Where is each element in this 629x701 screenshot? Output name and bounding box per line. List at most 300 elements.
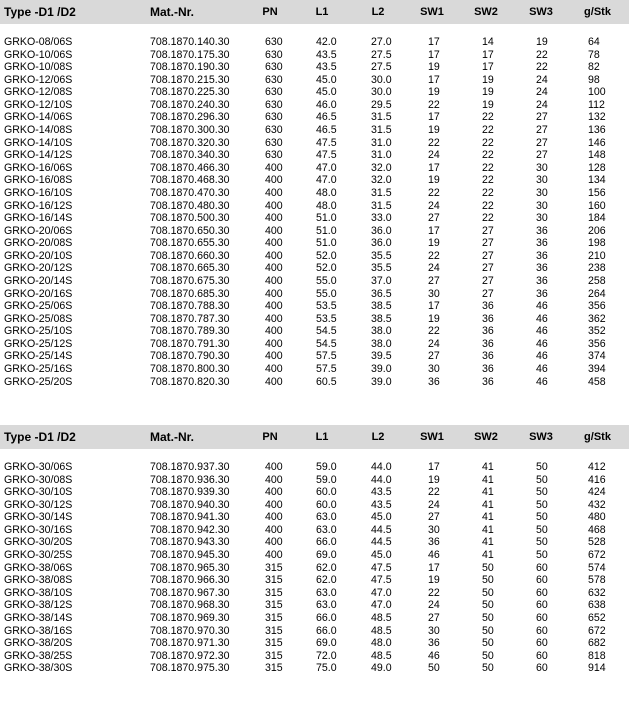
cell-sw3: 50 [536, 498, 548, 511]
cell-sw1: 46 [428, 649, 440, 662]
cell-pn: 400 [265, 337, 283, 350]
cell-sw1: 46 [428, 549, 440, 562]
cell-pn: 400 [265, 536, 283, 549]
cell-l1: 53.5 [316, 300, 337, 313]
cell-type: GRKO-14/12S [4, 149, 73, 162]
cell-sw1: 24 [428, 199, 440, 212]
cell-mat-nr: 708.1870.500.30 [150, 212, 230, 225]
cell-sw3: 19 [536, 36, 548, 48]
cell-l1: 54.5 [316, 325, 337, 338]
cell-sw3: 50 [536, 549, 548, 562]
cell-sw2: 41 [482, 461, 494, 473]
cell-l2: 43.5 [371, 486, 392, 499]
table-row [0, 300, 629, 313]
cell-type: GRKO-14/08S [4, 124, 73, 137]
cell-sw1: 24 [428, 498, 440, 511]
cell-type: GRKO-30/25S [4, 549, 73, 562]
cell-l2: 43.5 [371, 498, 392, 511]
cell-weight: 258 [588, 274, 606, 287]
cell-mat-nr: 708.1870.967.30 [150, 586, 230, 599]
cell-pn: 630 [265, 136, 283, 149]
cell-type: GRKO-16/06S [4, 161, 73, 174]
cell-type: GRKO-14/06S [4, 111, 73, 124]
cell-weight: 672 [588, 624, 606, 637]
cell-l2: 44.5 [371, 536, 392, 549]
cell-type: GRKO-20/16S [4, 287, 73, 300]
cell-sw2: 22 [482, 161, 494, 174]
cell-sw1: 36 [428, 375, 440, 388]
cell-weight: 528 [588, 536, 606, 549]
table-row [0, 562, 629, 575]
cell-weight: 638 [588, 599, 606, 612]
cell-l1: 60.0 [316, 498, 337, 511]
cell-mat-nr: 708.1870.650.30 [150, 224, 230, 237]
table-row [0, 363, 629, 376]
table-row [0, 499, 629, 512]
cell-type: GRKO-12/06S [4, 73, 73, 86]
cell-pn: 630 [265, 61, 283, 74]
cell-l2: 39.0 [371, 363, 392, 376]
cell-sw1: 30 [428, 523, 440, 536]
cell-weight: 632 [588, 586, 606, 599]
cell-sw3: 50 [536, 536, 548, 549]
table-row [0, 200, 629, 213]
cell-sw2: 50 [482, 624, 494, 637]
cell-sw3: 50 [536, 473, 548, 486]
cell-sw1: 27 [428, 274, 440, 287]
table-row [0, 36, 629, 49]
cell-mat-nr: 708.1870.215.30 [150, 73, 230, 86]
cell-mat-nr: 708.1870.939.30 [150, 486, 230, 499]
table-row [0, 587, 629, 600]
cell-weight: 134 [588, 174, 606, 187]
cell-l2: 44.0 [371, 473, 392, 486]
cell-sw3: 60 [536, 662, 548, 675]
cell-weight: 412 [588, 461, 606, 473]
cell-sw2: 19 [482, 73, 494, 86]
header-l2: L2 [371, 6, 385, 18]
cell-weight: 468 [588, 523, 606, 536]
cell-type: GRKO-30/06S [4, 461, 73, 473]
header-mat-nr: Mat.-Nr. [150, 430, 195, 444]
cell-weight: 156 [588, 186, 606, 199]
cell-mat-nr: 708.1870.975.30 [150, 662, 230, 675]
cell-mat-nr: 708.1870.940.30 [150, 498, 230, 511]
cell-sw3: 46 [536, 300, 548, 313]
cell-type: GRKO-25/16S [4, 363, 73, 376]
header-sw2: SW2 [474, 431, 498, 443]
cell-mat-nr: 708.1870.685.30 [150, 287, 230, 300]
cell-mat-nr: 708.1870.945.30 [150, 549, 230, 562]
cell-l2: 48.5 [371, 649, 392, 662]
cell-sw3: 24 [536, 73, 548, 86]
cell-l1: 57.5 [316, 350, 337, 363]
cell-sw2: 41 [482, 473, 494, 486]
header-weight: g/Stk [584, 6, 611, 18]
header-sw1: SW1 [420, 6, 444, 18]
cell-l1: 45.0 [316, 86, 337, 99]
cell-sw1: 19 [428, 61, 440, 74]
cell-l2: 33.0 [371, 212, 392, 225]
cell-sw2: 22 [482, 149, 494, 162]
cell-l2: 31.0 [371, 136, 392, 149]
cell-l1: 60.5 [316, 375, 337, 388]
cell-weight: 672 [588, 549, 606, 562]
cell-pn: 400 [265, 274, 283, 287]
cell-type: GRKO-30/16S [4, 523, 73, 536]
cell-sw1: 19 [428, 174, 440, 187]
cell-type: GRKO-38/25S [4, 649, 73, 662]
table-row [0, 599, 629, 612]
cell-sw3: 46 [536, 363, 548, 376]
cell-type: GRKO-38/14S [4, 611, 73, 624]
header-l1: L1 [315, 431, 329, 443]
cell-l1: 60.0 [316, 486, 337, 499]
cell-sw3: 60 [536, 561, 548, 574]
cell-mat-nr: 708.1870.340.30 [150, 149, 230, 162]
cell-l1: 59.0 [316, 461, 337, 473]
cell-pn: 315 [265, 574, 283, 587]
cell-l1: 47.0 [316, 161, 337, 174]
cell-sw1: 22 [428, 98, 440, 111]
cell-sw1: 27 [428, 511, 440, 524]
cell-mat-nr: 708.1870.936.30 [150, 473, 230, 486]
cell-sw1: 17 [428, 300, 440, 313]
cell-pn: 315 [265, 586, 283, 599]
cell-l1: 52.0 [316, 249, 337, 262]
cell-weight: 578 [588, 574, 606, 587]
cell-weight: 146 [588, 136, 606, 149]
cell-l1: 43.5 [316, 61, 337, 74]
cell-weight: 210 [588, 249, 606, 262]
table-row [0, 137, 629, 150]
cell-pn: 400 [265, 363, 283, 376]
cell-sw1: 17 [428, 111, 440, 124]
cell-type: GRKO-30/20S [4, 536, 73, 549]
cell-sw3: 60 [536, 611, 548, 624]
cell-l2: 47.5 [371, 561, 392, 574]
cell-pn: 400 [265, 249, 283, 262]
cell-mat-nr: 708.1870.969.30 [150, 611, 230, 624]
cell-pn: 630 [265, 48, 283, 61]
cell-type: GRKO-38/20S [4, 637, 73, 650]
cell-l1: 66.0 [316, 611, 337, 624]
cell-sw2: 19 [482, 86, 494, 99]
cell-mat-nr: 708.1870.470.30 [150, 186, 230, 199]
cell-l2: 39.0 [371, 375, 392, 388]
table-row [0, 250, 629, 263]
cell-sw2: 50 [482, 586, 494, 599]
cell-sw1: 19 [428, 574, 440, 587]
cell-sw3: 27 [536, 111, 548, 124]
cell-mat-nr: 708.1870.320.30 [150, 136, 230, 149]
cell-weight: 818 [588, 649, 606, 662]
table-row [0, 288, 629, 301]
cell-weight: 82 [588, 61, 600, 74]
cell-l2: 31.5 [371, 199, 392, 212]
cell-sw2: 36 [482, 363, 494, 376]
cell-sw1: 27 [428, 350, 440, 363]
cell-weight: 432 [588, 498, 606, 511]
cell-l1: 51.0 [316, 224, 337, 237]
cell-l1: 62.0 [316, 561, 337, 574]
header-pn: PN [262, 6, 278, 18]
cell-pn: 400 [265, 523, 283, 536]
cell-type: GRKO-20/06S [4, 224, 73, 237]
cell-sw1: 22 [428, 325, 440, 338]
cell-weight: 416 [588, 473, 606, 486]
cell-sw1: 24 [428, 149, 440, 162]
cell-mat-nr: 708.1870.225.30 [150, 86, 230, 99]
header-type: Type -D1 /D2 [4, 430, 76, 444]
cell-pn: 400 [265, 486, 283, 499]
cell-sw3: 50 [536, 523, 548, 536]
table-row [0, 275, 629, 288]
cell-sw1: 30 [428, 624, 440, 637]
cell-type: GRKO-25/08S [4, 312, 73, 325]
cell-sw2: 41 [482, 536, 494, 549]
cell-l2: 27.5 [371, 48, 392, 61]
cell-sw3: 30 [536, 186, 548, 199]
cell-mat-nr: 708.1870.787.30 [150, 312, 230, 325]
cell-type: GRKO-30/10S [4, 486, 73, 499]
cell-mat-nr: 708.1870.789.30 [150, 325, 230, 338]
cell-l1: 63.0 [316, 511, 337, 524]
cell-l2: 48.5 [371, 611, 392, 624]
cell-sw1: 22 [428, 186, 440, 199]
cell-pn: 400 [265, 498, 283, 511]
cell-l1: 59.0 [316, 473, 337, 486]
cell-l1: 54.5 [316, 337, 337, 350]
cell-pn: 400 [265, 473, 283, 486]
cell-l2: 39.5 [371, 350, 392, 363]
cell-type: GRKO-12/10S [4, 98, 73, 111]
table-row [0, 650, 629, 663]
cell-pn: 400 [265, 287, 283, 300]
cell-sw3: 30 [536, 212, 548, 225]
cell-l2: 45.0 [371, 549, 392, 562]
cell-sw2: 17 [482, 48, 494, 61]
table-row [0, 313, 629, 326]
cell-pn: 315 [265, 637, 283, 650]
cell-weight: 148 [588, 149, 606, 162]
cell-l1: 51.0 [316, 212, 337, 225]
cell-sw2: 22 [482, 186, 494, 199]
cell-weight: 356 [588, 337, 606, 350]
cell-mat-nr: 708.1870.937.30 [150, 461, 230, 473]
cell-pn: 400 [265, 262, 283, 275]
cell-l2: 49.0 [371, 662, 392, 675]
table-row [0, 212, 629, 225]
cell-sw1: 17 [428, 561, 440, 574]
table-row [0, 549, 629, 562]
cell-sw2: 22 [482, 199, 494, 212]
header-sw2: SW2 [474, 6, 498, 18]
cell-l1: 42.0 [316, 36, 337, 48]
cell-mat-nr: 708.1870.972.30 [150, 649, 230, 662]
cell-sw3: 60 [536, 599, 548, 612]
cell-type: GRKO-25/14S [4, 350, 73, 363]
cell-pn: 630 [265, 86, 283, 99]
cell-sw1: 50 [428, 662, 440, 675]
cell-sw2: 50 [482, 637, 494, 650]
cell-sw1: 17 [428, 461, 440, 473]
cell-weight: 206 [588, 224, 606, 237]
cell-pn: 400 [265, 312, 283, 325]
cell-sw1: 17 [428, 161, 440, 174]
cell-sw3: 27 [536, 149, 548, 162]
cell-sw2: 50 [482, 599, 494, 612]
cell-sw3: 60 [536, 637, 548, 650]
cell-mat-nr: 708.1870.790.30 [150, 350, 230, 363]
cell-mat-nr: 708.1870.468.30 [150, 174, 230, 187]
cell-l2: 38.0 [371, 325, 392, 338]
cell-l2: 35.5 [371, 262, 392, 275]
cell-sw3: 22 [536, 48, 548, 61]
cell-sw3: 30 [536, 199, 548, 212]
table-row [0, 187, 629, 200]
cell-sw1: 19 [428, 124, 440, 137]
cell-l1: 53.5 [316, 312, 337, 325]
cell-pn: 400 [265, 511, 283, 524]
cell-sw3: 46 [536, 312, 548, 325]
cell-pn: 400 [265, 212, 283, 225]
cell-mat-nr: 708.1870.788.30 [150, 300, 230, 313]
cell-sw2: 22 [482, 124, 494, 137]
cell-sw2: 41 [482, 511, 494, 524]
cell-pn: 400 [265, 199, 283, 212]
cell-l2: 36.0 [371, 224, 392, 237]
cell-l2: 44.5 [371, 523, 392, 536]
cell-pn: 400 [265, 461, 283, 473]
cell-sw2: 27 [482, 237, 494, 250]
cell-sw2: 36 [482, 312, 494, 325]
cell-mat-nr: 708.1870.240.30 [150, 98, 230, 111]
cell-weight: 132 [588, 111, 606, 124]
cell-l1: 46.5 [316, 124, 337, 137]
header-pn: PN [262, 431, 278, 443]
cell-l1: 63.0 [316, 523, 337, 536]
cell-l2: 47.0 [371, 586, 392, 599]
cell-type: GRKO-30/12S [4, 498, 73, 511]
table-row [0, 338, 629, 351]
cell-type: GRKO-10/08S [4, 61, 73, 74]
cell-l1: 46.5 [316, 111, 337, 124]
cell-mat-nr: 708.1870.665.30 [150, 262, 230, 275]
cell-weight: 112 [588, 98, 605, 111]
cell-sw3: 36 [536, 262, 548, 275]
cell-l2: 38.5 [371, 300, 392, 313]
cell-l1: 63.0 [316, 599, 337, 612]
cell-l1: 43.5 [316, 48, 337, 61]
header-sw3: SW3 [529, 431, 553, 443]
cell-mat-nr: 708.1870.660.30 [150, 249, 230, 262]
cell-sw1: 19 [428, 86, 440, 99]
table-row [0, 536, 629, 549]
cell-type: GRKO-38/08S [4, 574, 73, 587]
header-l1: L1 [315, 6, 329, 18]
cell-l1: 51.0 [316, 237, 337, 250]
cell-weight: 682 [588, 637, 606, 650]
cell-pn: 400 [265, 224, 283, 237]
cell-pn: 400 [265, 161, 283, 174]
cell-weight: 374 [588, 350, 606, 363]
cell-pn: 400 [265, 375, 283, 388]
cell-l1: 72.0 [316, 649, 337, 662]
cell-sw2: 27 [482, 249, 494, 262]
table-row [0, 86, 629, 99]
cell-sw3: 36 [536, 287, 548, 300]
cell-weight: 160 [588, 199, 606, 212]
cell-sw1: 17 [428, 224, 440, 237]
cell-pn: 630 [265, 111, 283, 124]
header-l2: L2 [371, 431, 385, 443]
cell-sw2: 36 [482, 337, 494, 350]
cell-sw2: 36 [482, 300, 494, 313]
cell-l1: 46.0 [316, 98, 337, 111]
cell-sw2: 50 [482, 611, 494, 624]
cell-mat-nr: 708.1870.800.30 [150, 363, 230, 376]
cell-type: GRKO-20/08S [4, 237, 73, 250]
cell-sw2: 50 [482, 649, 494, 662]
cell-l1: 62.0 [316, 574, 337, 587]
header-weight: g/Stk [584, 431, 611, 443]
cell-l1: 47.5 [316, 149, 337, 162]
table-row [0, 111, 629, 124]
cell-l1: 55.0 [316, 274, 337, 287]
cell-sw3: 27 [536, 124, 548, 137]
cell-l1: 69.0 [316, 549, 337, 562]
cell-l2: 29.5 [371, 98, 392, 111]
cell-sw2: 41 [482, 523, 494, 536]
cell-type: GRKO-16/14S [4, 212, 73, 225]
cell-type: GRKO-30/08S [4, 473, 73, 486]
cell-l1: 47.5 [316, 136, 337, 149]
cell-l2: 48.0 [371, 637, 392, 650]
cell-l2: 30.0 [371, 73, 392, 86]
cell-mat-nr: 708.1870.965.30 [150, 561, 230, 574]
table-row [0, 625, 629, 638]
cell-sw2: 36 [482, 375, 494, 388]
cell-pn: 315 [265, 649, 283, 662]
cell-l1: 57.5 [316, 363, 337, 376]
cell-weight: 184 [588, 212, 606, 225]
cell-mat-nr: 708.1870.480.30 [150, 199, 230, 212]
cell-weight: 352 [588, 325, 606, 338]
table-row [0, 74, 629, 87]
cell-mat-nr: 708.1870.970.30 [150, 624, 230, 637]
table-row [0, 174, 629, 187]
table-row [0, 49, 629, 62]
cell-l1: 63.0 [316, 586, 337, 599]
cell-sw3: 46 [536, 325, 548, 338]
cell-type: GRKO-20/10S [4, 249, 73, 262]
cell-type: GRKO-25/10S [4, 325, 73, 338]
cell-sw3: 24 [536, 98, 548, 111]
cell-pn: 400 [265, 325, 283, 338]
cell-l2: 48.5 [371, 624, 392, 637]
cell-sw3: 60 [536, 574, 548, 587]
cell-sw3: 60 [536, 586, 548, 599]
cell-type: GRKO-20/12S [4, 262, 73, 275]
header-sw1: SW1 [420, 431, 444, 443]
table-row [0, 162, 629, 175]
cell-weight: 362 [588, 312, 606, 325]
table-row [0, 511, 629, 524]
cell-type: GRKO-38/10S [4, 586, 73, 599]
cell-sw3: 46 [536, 350, 548, 363]
cell-sw1: 19 [428, 312, 440, 325]
